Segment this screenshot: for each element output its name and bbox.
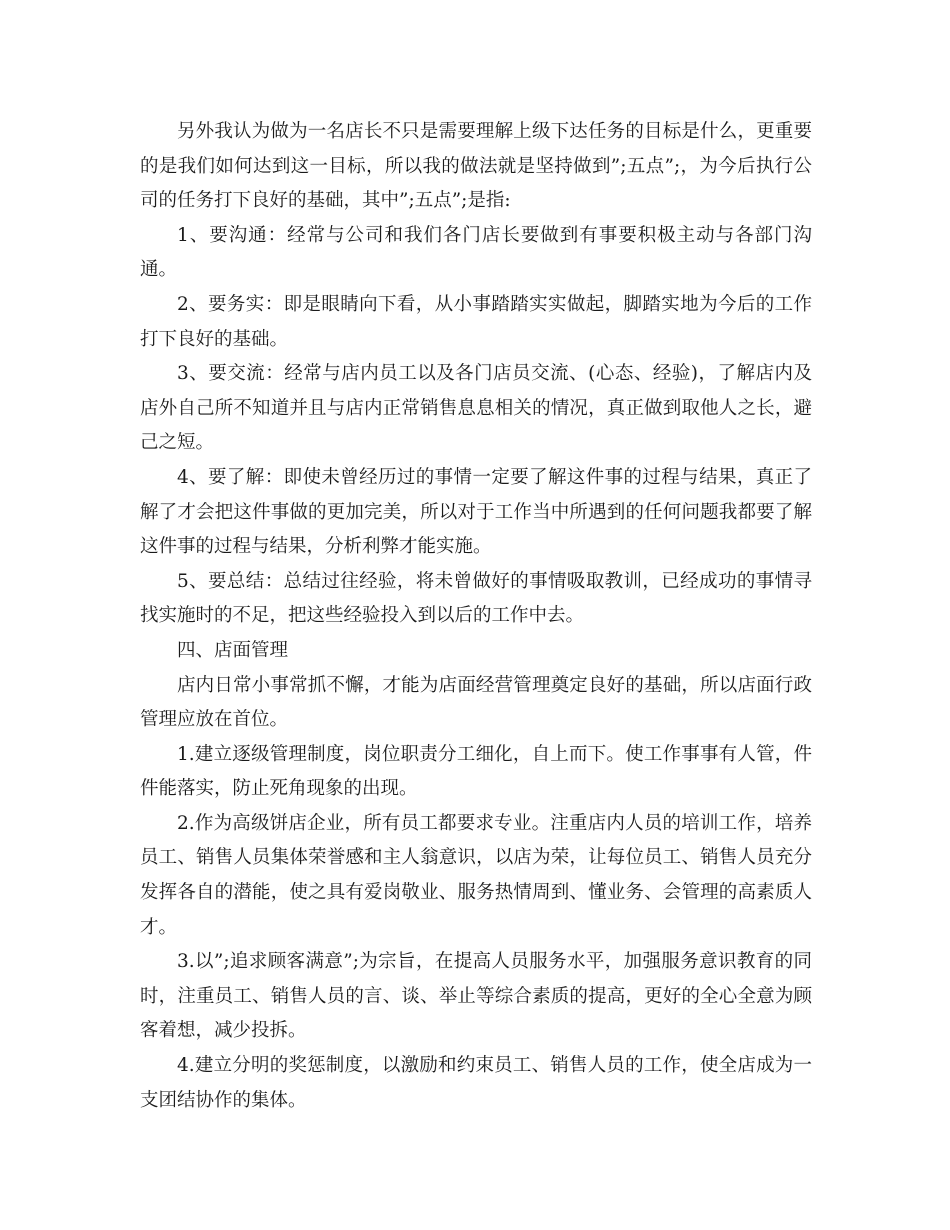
paragraph-communicate: 1、要沟通：经常与公司和我们各门店长要做到有事要积极主动与各部门沟通。 bbox=[140, 224, 812, 281]
paragraph-pragmatic: 2、要务实：即是眼睛向下看，从小事踏踏实实做起，脚踏实地为今后的工作打下良好的基础。 bbox=[140, 293, 812, 350]
paragraph-item-4: 4.建立分明的奖惩制度，以激励和约束员工、销售人员的工作，使全店成为一支团结协作的集体。 bbox=[140, 1055, 812, 1111]
paragraph-item-1: 1.建立逐级管理制度，岗位职责分工细化，自上而下。使工作事事有人管，件件能落实，防止死角现象的出现。 bbox=[140, 743, 812, 800]
document-body bbox=[140, 115, 812, 1118]
paragraph-intro: 另外我认为做为一名店长不只是需要理解上级下达任务的目标是什么，更重要的是我们如何达到这一目标，所以我的做法就是坚持做到”;五点”;，为今后执行公司的任务打下良好的基础，其中”;五点”;是指: bbox=[140, 121, 812, 212]
paragraph-store-management-intro: 店内日常小事常抓不懈，才能为店面经营管理奠定良好的基础，所以店面行政管理应放在首位。 bbox=[140, 674, 812, 731]
paragraph-exchange: 3、要交流：经常与店内员工以及各门店员交流、(心态、经验)，了解店内及店外自己所不知道并且与店内正常销售息息相关的情况，真正做到取他人之长，避己之短。 bbox=[140, 363, 812, 454]
paragraph-understand: 4、要了解：即使未曾经历过的事情一定要了解这件事的过程与结果，真正了解了才会把这件事做的更加完美，所以对于工作当中所遇到的任何问题我都要了解这件事的过程与结果，分析利弊才能实施。 bbox=[140, 466, 812, 558]
paragraph-item-2: 2.作为高级饼店企业，所有员工都要求专业。注重店内人员的培训工作，培养员工、销售人员集体荣誉感和主人翁意识，以店为荣，让每位员工、销售人员充分发挥各自的潜能，使之具有爱岗敬业、服务热情周到、懂业务、会管理的高素质人才。 bbox=[140, 812, 812, 938]
paragraph-summarize: 5、要总结：总结过往经验，将未曾做好的事情吸取教训，已经成功的事情寻找实施时的不足，把这些经验投入到以后的工作中去。 bbox=[140, 570, 812, 627]
section-heading-store-management: 四、店面管理 bbox=[177, 639, 289, 661]
paragraph-item-3: 3.以”;追求顾客满意”;为宗旨，在提高人员服务水平，加强服务意识教育的同时，注重员工、销售人员的言、谈、举止等综合素质的提高，更好的全心全意为顾客着想，减少投拆。 bbox=[140, 951, 812, 1042]
